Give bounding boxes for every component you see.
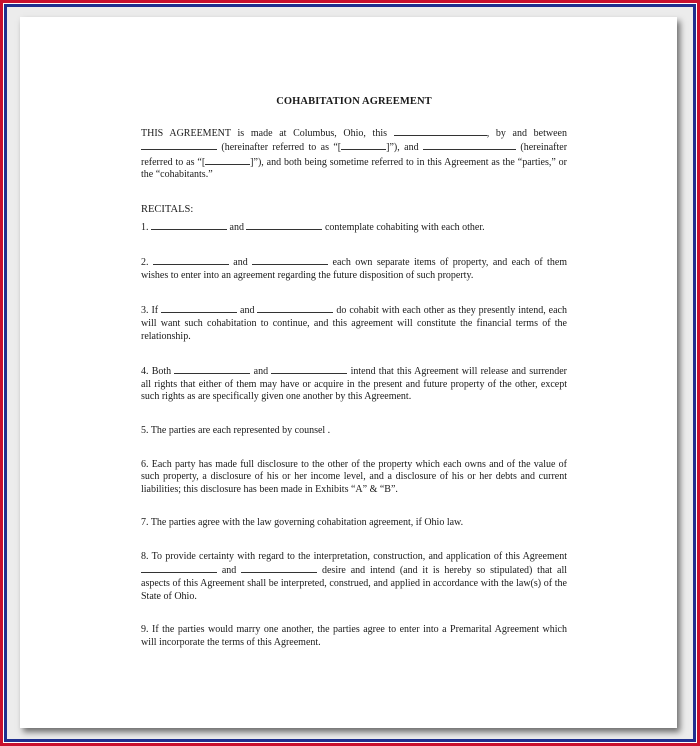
recitals-heading: RECITALS: <box>141 203 194 215</box>
section-1: 1. and contemplate cohabiting with each other. <box>141 221 485 233</box>
s1-party1-blank[interactable] <box>151 220 227 230</box>
document-page <box>20 17 677 728</box>
party1-alias-blank[interactable] <box>341 140 386 150</box>
document-body <box>141 96 567 649</box>
date-blank[interactable] <box>394 126 487 136</box>
section-5: 5. The parties are each represented by counsel . <box>141 424 331 436</box>
section-9: 9. If the parties would marry one another, the parties agree to enter into a Premarital Agreement which will incorporate the terms of this Agreement. <box>141 624 567 648</box>
section-2: 2. and each own separate items of property, and each of them wishes to enter into an agreement regarding the future disposition of such property. <box>141 257 568 281</box>
s8-party1-blank[interactable] <box>141 563 217 573</box>
document-title: COHABITATION AGREEMENT <box>276 96 432 107</box>
s2-party1-blank[interactable] <box>153 255 229 265</box>
section-8: 8. To provide certainty with regard to the interpretation, construction, and application of this Agreement and desire and intend (and it is hereby so stipulated) that all aspects of this Agreement shall be interpreted, construed, and applied in accordance with the law(s) of the State of Ohio. <box>141 550 568 602</box>
s2-party2-blank[interactable] <box>252 255 328 265</box>
s8-party2-blank[interactable] <box>241 563 317 573</box>
party1-blank[interactable] <box>141 140 217 150</box>
party2-blank[interactable] <box>423 140 516 150</box>
s3-party1-blank[interactable] <box>161 303 237 313</box>
intro-paragraph: THIS AGREEMENT is made at Columbus, Ohio, this , by and between (hereinafter referred to as “[ ]”), and (hereinafter referred to as “[ ]”), and both being sometime referred to in this Agreement as the “parties,” or the “cohabitants.” <box>141 127 568 181</box>
s4-party1-blank[interactable] <box>174 364 250 374</box>
s1-party2-blank[interactable] <box>246 220 322 230</box>
party2-alias-blank[interactable] <box>205 155 250 165</box>
section-6: 6. Each party has made full disclosure to the other of the property which each owns and of the value of such property, a disclosure of his or her income level, and a disclosure of his or her debts and current liabilities; this disclosure has been made in Exhibits “A” & “B”. <box>141 458 567 495</box>
section-3: 3. If and do cohabit with each other as they presently intend, each will want such cohabitation to continue, and this agreement will constitute the financial terms of the relationship. <box>141 305 567 342</box>
s4-party2-blank[interactable] <box>271 364 347 374</box>
section-7: 7. The parties agree with the law governing cohabitation agreement, if Ohio law. <box>141 517 464 529</box>
section-4: 4. Both and intend that this Agreement will release and surrender all rights that either of them may have or acquire in the present and future property of the other, except such rights as are specifically given one another by this Agreement. <box>141 366 568 403</box>
s3-party2-blank[interactable] <box>257 303 333 313</box>
